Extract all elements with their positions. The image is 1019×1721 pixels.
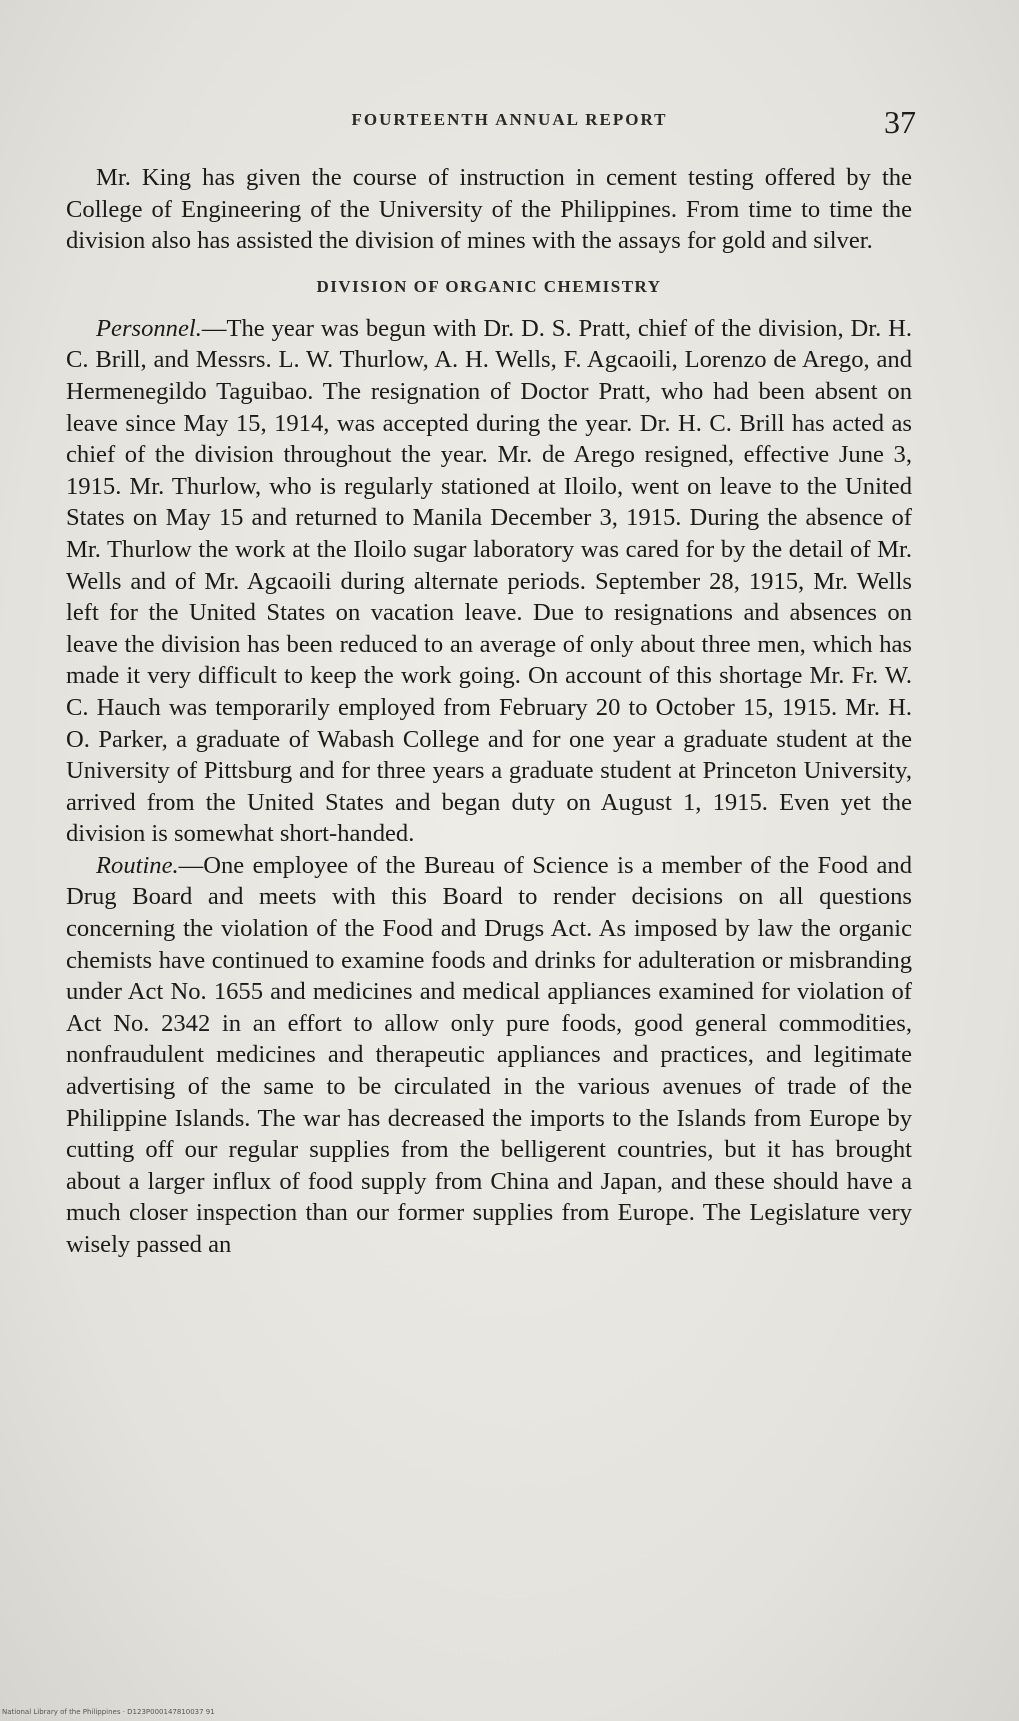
body-text xyxy=(66,162,912,1261)
routine-text: —One employee of the Bureau of Science is a member of the Food and Drug Board and meets with this Board to render decisions on all questions concerning the violation of the Food and Drugs Act. As imposed by law the organic chemists have continued to examine foods and drinks for adulteration or misbranding under Act No. 1655 and medicines and medical appliances examined for violation of Act No. 2342 in an effort to allow only pure foods, good general commodities, nonfraudulent medicines and therapeutic appliances and practices, and legitimate advertising of the same to be circulated in the various avenues of trade of the Philippine Islands. The war has decreased the imports to the Islands from Europe by cutting off our regular supplies from the belligerent countries, but it has brought about a larger influx of food supply from China and Japan, and these should have a much closer inspection than our former supplies from Europe. The Legislature very wisely passed an xyxy=(66,851,912,1258)
personnel-paragraph xyxy=(66,313,912,850)
section-heading: DIVISION OF ORGANIC CHEMISTRY xyxy=(316,276,662,296)
personnel-label: Personnel. xyxy=(96,314,202,342)
personnel-text: —The year was begun with Dr. D. S. Pratt, chief of the division, Dr. H. C. Brill, and Messrs. L. W. Thurlow, A. H. Wells, F. Agcaoili, Lorenzo de Arego, and Hermenegildo Taguibao. The resignation of Doctor Pratt, who had been absent on leave since May 15, 1914, was accepted during the year. Dr. H. C. Brill has acted as chief of the division throughout the year. Mr. de Arego resigned, effective June 3, 1915. Mr. Thurlow, who is regularly stationed at Iloilo, went on leave to the United States on May 15 and returned to Manila December 3, 1915. During the absence of Mr. Thurlow the work at the Iloilo sugar laboratory was cared for by the detail of Mr. Wells and of Mr. Agcaoili during alternate periods. September 28, 1915, Mr. Wells left for the United States on vacation leave. Due to resignations and absences on leave the division has been reduced to an average of only about three men, which has made it very difficult to keep the work going. On account of this shortage Mr. Fr. W. C. Hauch was temporarily employed from February 20 to October 15, 1915. Mr. H. O. Parker, a graduate of Wabash College and for one year a graduate student at the University of Pittsburg and for three years a graduate student at Princeton University, arrived from the United States and began duty on August 1, 1915. Even yet the division is somewhat short-handed. xyxy=(66,314,912,848)
page-number: 37 xyxy=(884,104,916,140)
intro-paragraph: Mr. King has given the course of instruction in cement testing offered by the College of Engineering of the University of the Philippines. From time to time the division also has assisted the division of mines with the assays for gold and silver. xyxy=(66,164,912,255)
routine-paragraph xyxy=(66,850,912,1261)
page-header xyxy=(0,104,1019,144)
routine-label: Routine. xyxy=(96,851,179,879)
scan-footer: National Library of the Philippines · D123P000147810037 91 xyxy=(2,1708,215,1716)
running-head: FOURTEENTH ANNUAL REPORT xyxy=(351,110,668,129)
